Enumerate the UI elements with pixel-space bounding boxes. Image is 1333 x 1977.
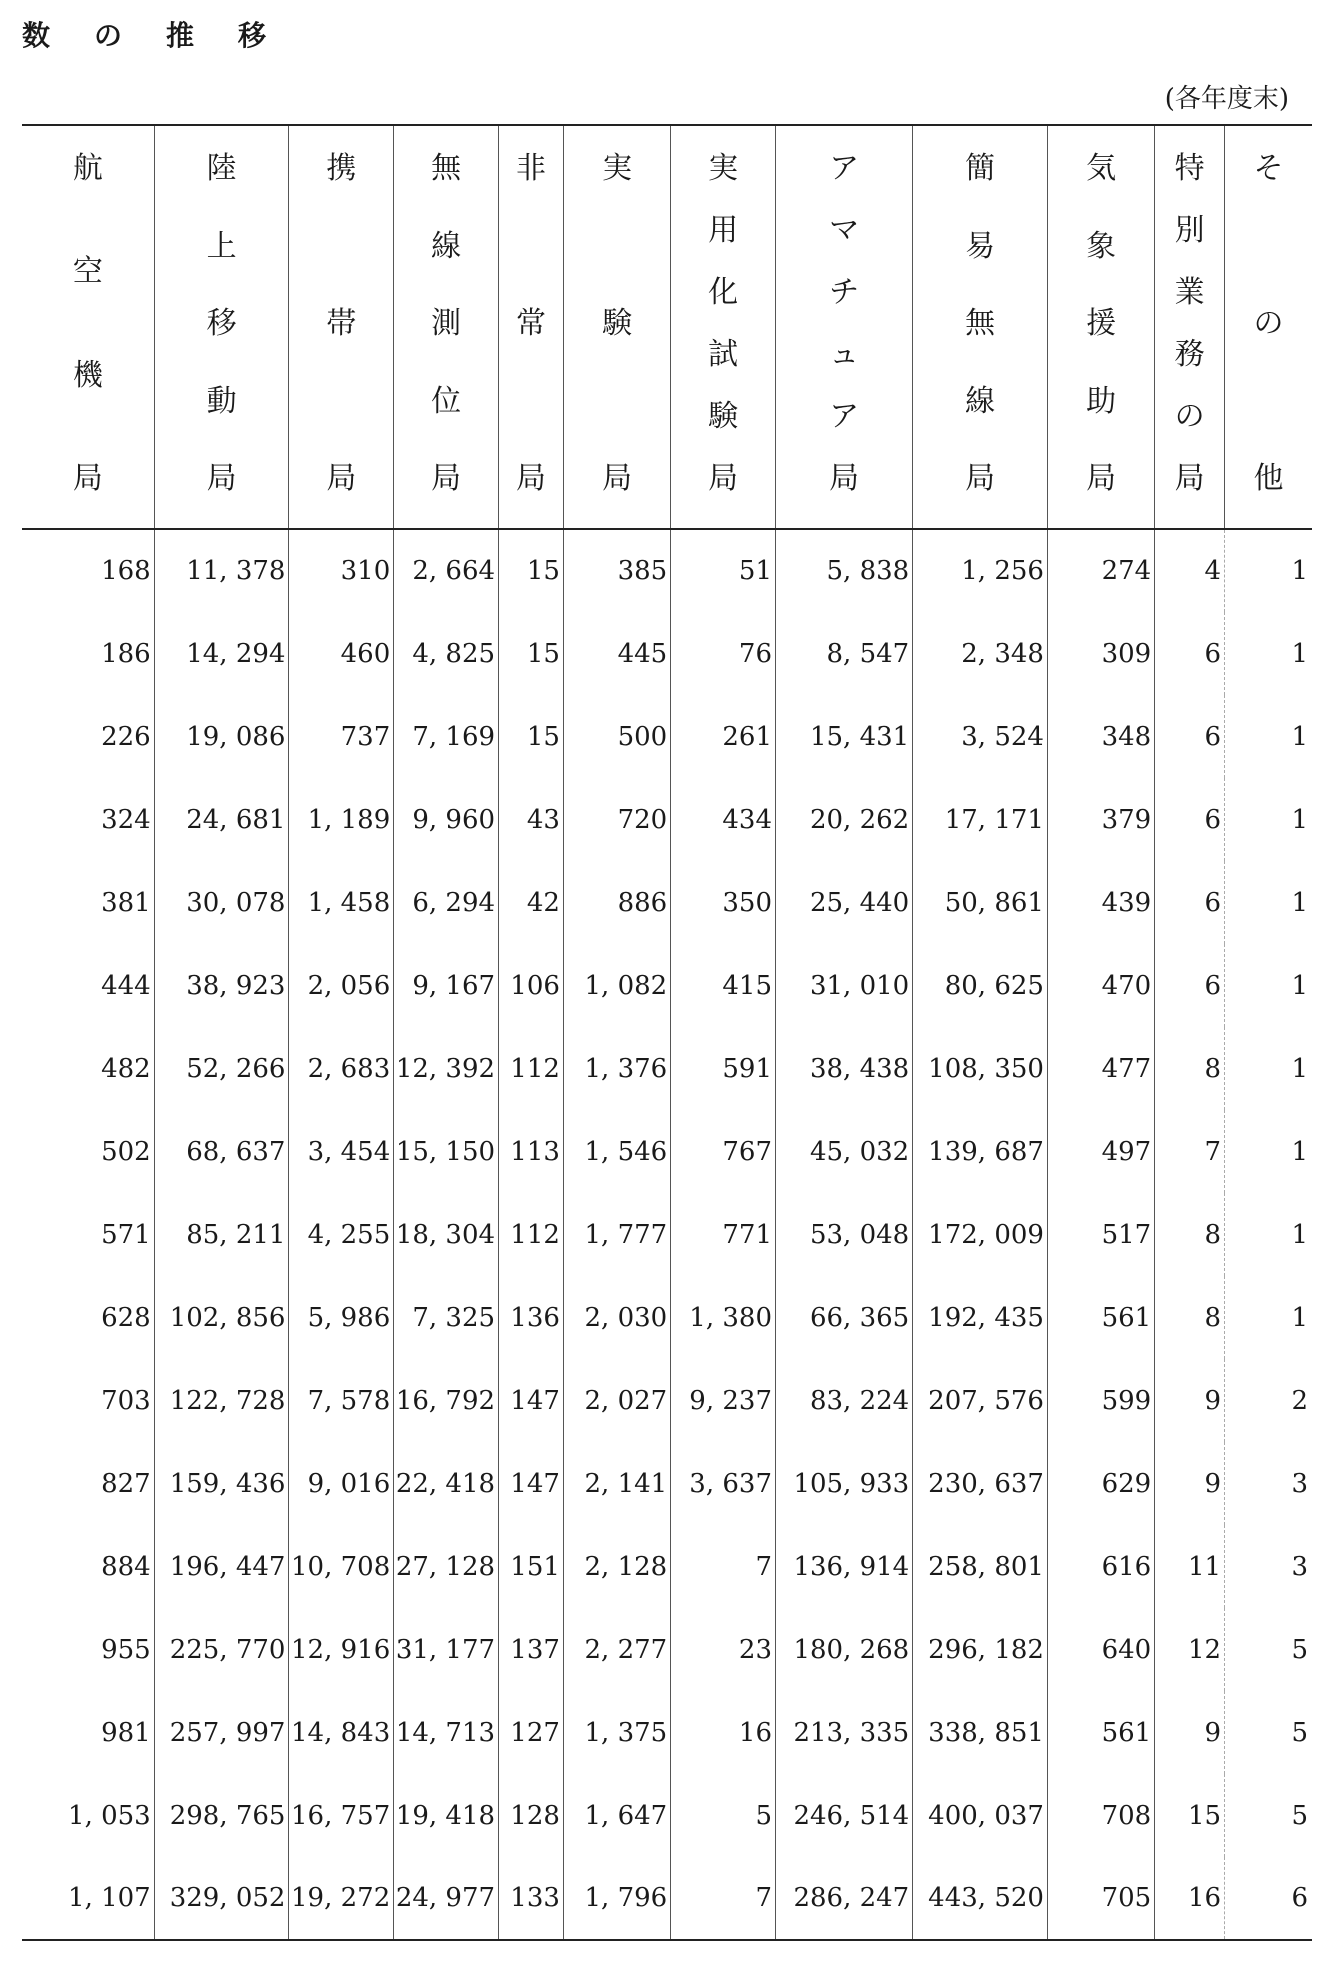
table-cell: 1, 256 <box>913 529 1048 612</box>
col-header-char: 測 <box>431 306 462 341</box>
table-cell: 16, 757 <box>289 1774 394 1857</box>
table-cell: 213, 335 <box>776 1691 913 1774</box>
table-cell: 261 <box>671 695 776 778</box>
table-cell: 16 <box>1155 1857 1225 1940</box>
table-cell: 2, 683 <box>289 1027 394 1110</box>
table-cell: 703 <box>101 1385 151 1416</box>
table-cell: 38, 438 <box>776 1027 913 1110</box>
table-cell: 6, 294 <box>394 861 499 944</box>
table-cell: 24, 977 <box>394 1857 499 1940</box>
table-cell: 1 <box>1225 1027 1312 1110</box>
table-cell: 19, 418 <box>394 1774 499 1857</box>
table-cell: 771 <box>671 1193 776 1276</box>
table-cell: 45, 032 <box>776 1110 913 1193</box>
table-cell: 68, 637 <box>154 1110 289 1193</box>
table-cell: 298, 765 <box>154 1774 289 1857</box>
col-header <box>563 125 670 529</box>
table-cell: 1 <box>1225 529 1312 612</box>
col-header-char: 帯 <box>326 306 357 341</box>
table-cell: 329, 052 <box>154 1857 289 1940</box>
table-cell: 105, 933 <box>776 1442 913 1525</box>
table-cell: 1, 777 <box>563 1193 670 1276</box>
table-cell: 616 <box>1047 1525 1154 1608</box>
table-cell: 9 <box>1155 1691 1225 1774</box>
table-cell: 12, 392 <box>394 1027 499 1110</box>
table-cell: 12 <box>1155 1608 1225 1691</box>
col-header <box>154 125 289 529</box>
table-cell: 2, 348 <box>913 612 1048 695</box>
page-title: 数の推移 <box>22 19 311 52</box>
table-cell: 3 <box>1225 1442 1312 1525</box>
col-header-char: 線 <box>431 228 462 264</box>
table-cell: 1, 375 <box>563 1691 670 1774</box>
table-cell: 1 <box>1225 612 1312 695</box>
col-header-char: そ <box>1253 151 1284 186</box>
table-cell: 8 <box>1155 1193 1225 1276</box>
table-cell: 9 <box>1155 1442 1225 1525</box>
table-cell: 827 <box>101 1468 151 1499</box>
table-cell: 43 <box>499 778 564 861</box>
col-header-char: 験 <box>602 306 633 341</box>
table-cell: 180, 268 <box>776 1608 913 1691</box>
table-cell: 5, 838 <box>776 529 913 612</box>
table-cell: 324 <box>101 804 151 835</box>
table-cell: 884 <box>101 1551 151 1582</box>
table-cell: 310 <box>289 529 394 612</box>
table-cell: 1 <box>1225 695 1312 778</box>
table-cell: 309 <box>1047 612 1154 695</box>
table-cell: 257, 997 <box>154 1691 289 1774</box>
table-cell: 443, 520 <box>913 1857 1048 1940</box>
table-cell: 76 <box>671 612 776 695</box>
table-cell: 50, 861 <box>913 861 1048 944</box>
table-cell: 53, 048 <box>776 1193 913 1276</box>
table-cell: 66, 365 <box>776 1276 913 1359</box>
table-cell: 8 <box>1155 1276 1225 1359</box>
table-cell: 3, 637 <box>671 1442 776 1525</box>
table-cell: 274 <box>1047 529 1154 612</box>
table-cell: 5, 986 <box>289 1276 394 1359</box>
table-row <box>22 1027 1312 1110</box>
table-cell: 955 <box>101 1634 151 1665</box>
col-header <box>1155 125 1225 529</box>
table-cell: 230, 637 <box>913 1442 1048 1525</box>
table-cell: 16, 792 <box>394 1359 499 1442</box>
table-cell: 20, 262 <box>776 778 913 861</box>
table-cell: 477 <box>1047 1027 1154 1110</box>
table-cell: 258, 801 <box>913 1525 1048 1608</box>
table-row <box>22 1857 1312 1940</box>
col-header-char: 試 <box>708 337 739 372</box>
table-cell: 147 <box>499 1442 564 1525</box>
table-cell: 350 <box>671 861 776 944</box>
table-cell: 10, 708 <box>289 1525 394 1608</box>
table-cell: 385 <box>563 529 670 612</box>
col-header-char: 局 <box>515 461 546 496</box>
table-cell: 9, 960 <box>394 778 499 861</box>
table-cell: 2 <box>1225 1359 1312 1442</box>
table-row <box>22 778 1312 861</box>
table-cell: 17, 171 <box>913 778 1048 861</box>
table-cell: 9, 167 <box>394 944 499 1027</box>
col-header <box>776 125 913 529</box>
table-cell: 136, 914 <box>776 1525 913 1608</box>
table-cell: 444 <box>101 970 151 1001</box>
table-cell: 83, 224 <box>776 1359 913 1442</box>
table-cell: 225, 770 <box>154 1608 289 1691</box>
table-cell: 113 <box>499 1110 564 1193</box>
table-cell: 7 <box>671 1525 776 1608</box>
table-cell: 1 <box>1225 1276 1312 1359</box>
table-row <box>22 1110 1312 1193</box>
table-row <box>22 612 1312 695</box>
table-cell: 6 <box>1155 944 1225 1027</box>
table-cell: 4, 825 <box>394 612 499 695</box>
table-cell: 186 <box>101 638 151 669</box>
table-cell: 445 <box>563 612 670 695</box>
col-header-char: 助 <box>1086 383 1117 419</box>
table-cell: 15, 431 <box>776 695 913 778</box>
table-cell: 2, 027 <box>563 1359 670 1442</box>
table-cell: 14, 294 <box>154 612 289 695</box>
col-header-char: ュ <box>829 337 860 372</box>
table-cell: 137 <box>499 1608 564 1691</box>
table-cell: 85, 211 <box>154 1193 289 1276</box>
table-cell: 4 <box>1155 529 1225 612</box>
table-cell: 379 <box>1047 778 1154 861</box>
table-row <box>22 1608 1312 1691</box>
col-header-char: 常 <box>515 306 546 341</box>
col-header-char: 用 <box>708 213 739 248</box>
table-cell: 1, 647 <box>563 1774 670 1857</box>
table-cell: 196, 447 <box>154 1525 289 1608</box>
col-header-char: マ <box>829 213 860 248</box>
table-cell: 6 <box>1155 861 1225 944</box>
table-cell: 108, 350 <box>913 1027 1048 1110</box>
col-header-char: 簡 <box>965 151 996 186</box>
table-cell: 133 <box>499 1857 564 1940</box>
col-header-char: 局 <box>326 461 357 496</box>
table-cell: 19, 086 <box>154 695 289 778</box>
table-cell: 12, 916 <box>289 1608 394 1691</box>
table-cell: 1, 082 <box>563 944 670 1027</box>
table-cell: 112 <box>499 1027 564 1110</box>
table-cell: 640 <box>1047 1608 1154 1691</box>
table-row <box>22 944 1312 1027</box>
table-cell: 6 <box>1155 612 1225 695</box>
table-cell: 147 <box>499 1359 564 1442</box>
table-cell: 1 <box>1225 1110 1312 1193</box>
table-cell: 338, 851 <box>913 1691 1048 1774</box>
table-row <box>22 695 1312 778</box>
col-header-char: 局 <box>602 461 633 496</box>
table-cell: 561 <box>1047 1276 1154 1359</box>
col-header <box>394 125 499 529</box>
table-cell: 128 <box>499 1774 564 1857</box>
col-header-char: 局 <box>829 461 860 496</box>
table-cell: 7, 169 <box>394 695 499 778</box>
table-cell: 11, 378 <box>154 529 289 612</box>
table-cell: 767 <box>671 1110 776 1193</box>
table-cell: 286, 247 <box>776 1857 913 1940</box>
table-cell: 80, 625 <box>913 944 1048 1027</box>
table-cell: 102, 856 <box>154 1276 289 1359</box>
table-cell: 500 <box>563 695 670 778</box>
table-cell: 460 <box>289 612 394 695</box>
table-cell: 2, 664 <box>394 529 499 612</box>
table-cell: 112 <box>499 1193 564 1276</box>
table-cell: 1 <box>1225 944 1312 1027</box>
table-cell: 517 <box>1047 1193 1154 1276</box>
col-header-char: 携 <box>326 151 357 186</box>
table-cell: 1, 380 <box>671 1276 776 1359</box>
table-cell: 981 <box>101 1717 151 1748</box>
table-row <box>22 1774 1312 1857</box>
table-cell: 9 <box>1155 1359 1225 1442</box>
col-header-char: 局 <box>965 461 996 496</box>
table-cell: 1, 376 <box>563 1027 670 1110</box>
table-cell: 30, 078 <box>154 861 289 944</box>
table-cell: 2, 277 <box>563 1608 670 1691</box>
table-cell: 2, 141 <box>563 1442 670 1525</box>
table-cell: 27, 128 <box>394 1525 499 1608</box>
table-cell: 14, 713 <box>394 1691 499 1774</box>
col-header-char: 機 <box>72 357 103 393</box>
col-header <box>499 125 564 529</box>
table-cell: 151 <box>499 1525 564 1608</box>
table-cell: 439 <box>1047 861 1154 944</box>
table-cell: 482 <box>101 1053 151 1084</box>
col-header-char: 気 <box>1086 151 1117 186</box>
col-header-char: 易 <box>965 228 996 264</box>
table-cell: 139, 687 <box>913 1110 1048 1193</box>
table-cell: 561 <box>1047 1691 1154 1774</box>
table-cell: 159, 436 <box>154 1442 289 1525</box>
col-header-char: の <box>1174 399 1205 434</box>
col-header-char: 象 <box>1086 228 1117 264</box>
table-cell: 4, 255 <box>289 1193 394 1276</box>
table-cell: 3, 454 <box>289 1110 394 1193</box>
col-header-char: ア <box>829 399 860 434</box>
table-cell: 127 <box>499 1691 564 1774</box>
col-header-char: 援 <box>1086 306 1117 341</box>
table-cell: 434 <box>671 778 776 861</box>
table-cell: 571 <box>101 1219 151 1250</box>
table-cell: 1 <box>1225 861 1312 944</box>
table-cell: 9, 237 <box>671 1359 776 1442</box>
table-cell: 7, 325 <box>394 1276 499 1359</box>
col-header-char: 局 <box>206 461 237 496</box>
table-row <box>22 1442 1312 1525</box>
col-header <box>1225 125 1312 529</box>
table-row <box>22 861 1312 944</box>
table-cell: 106 <box>499 944 564 1027</box>
table-cell: 1, 796 <box>563 1857 670 1940</box>
table-cell: 8, 547 <box>776 612 913 695</box>
table-cell: 31, 177 <box>394 1608 499 1691</box>
col-header-char: 動 <box>206 383 237 419</box>
table-row <box>22 1691 1312 1774</box>
table-cell: 5 <box>1225 1774 1312 1857</box>
col-header-char: 局 <box>708 461 739 496</box>
col-header-char: ア <box>829 151 860 186</box>
col-header-char: 線 <box>965 383 996 419</box>
table-row <box>22 1525 1312 1608</box>
table-cell: 11 <box>1155 1525 1225 1608</box>
col-header-char: 験 <box>708 399 739 434</box>
station-count-table <box>22 124 1312 1941</box>
table-cell: 400, 037 <box>913 1774 1048 1857</box>
table-cell: 591 <box>671 1027 776 1110</box>
col-header <box>913 125 1048 529</box>
table-cell: 42 <box>499 861 564 944</box>
table-row <box>22 529 1312 612</box>
col-header-char: 非 <box>515 151 546 186</box>
table-cell: 708 <box>1047 1774 1154 1857</box>
table-cell: 381 <box>101 887 151 918</box>
table-cell: 705 <box>1047 1857 1154 1940</box>
table-cell: 122, 728 <box>154 1359 289 1442</box>
table-row <box>22 1193 1312 1276</box>
table-cell: 192, 435 <box>913 1276 1048 1359</box>
col-header <box>22 125 154 529</box>
table-cell: 168 <box>101 556 151 586</box>
table-cell: 1 <box>1225 778 1312 861</box>
col-header-char: 局 <box>1086 461 1117 496</box>
table-cell: 1, 458 <box>289 861 394 944</box>
table-cell: 9, 016 <box>289 1442 394 1525</box>
col-header-char: 航 <box>72 151 103 186</box>
table-header-row <box>22 125 1312 529</box>
table-cell: 18, 304 <box>394 1193 499 1276</box>
table-cell: 52, 266 <box>154 1027 289 1110</box>
table-cell: 3 <box>1225 1525 1312 1608</box>
table-cell: 470 <box>1047 944 1154 1027</box>
table-cell: 6 <box>1155 695 1225 778</box>
table-cell: 5 <box>1225 1608 1312 1691</box>
table-cell: 31, 010 <box>776 944 913 1027</box>
table-cell: 14, 843 <box>289 1691 394 1774</box>
table-cell: 1 <box>1225 1193 1312 1276</box>
table-cell: 5 <box>671 1774 776 1857</box>
col-header-char: 局 <box>1174 461 1205 496</box>
table-cell: 25, 440 <box>776 861 913 944</box>
table-cell: 1, 053 <box>68 1800 151 1831</box>
col-header-char: 陸 <box>206 151 237 186</box>
col-header-char: 実 <box>708 151 739 186</box>
table-cell: 6 <box>1225 1857 1312 1940</box>
table-cell: 226 <box>101 721 151 752</box>
table-cell: 629 <box>1047 1442 1154 1525</box>
table-cell: 628 <box>101 1302 151 1333</box>
col-header-char: 実 <box>602 151 633 186</box>
table-cell: 172, 009 <box>913 1193 1048 1276</box>
table-cell: 15, 150 <box>394 1110 499 1193</box>
col-header-char: 化 <box>708 275 739 310</box>
table-cell: 737 <box>289 695 394 778</box>
col-header-char: 局 <box>72 460 103 496</box>
col-header <box>289 125 394 529</box>
table-cell: 7 <box>671 1857 776 1940</box>
table-cell: 2, 056 <box>289 944 394 1027</box>
col-header-char: 位 <box>431 383 462 419</box>
table-cell: 8 <box>1155 1027 1225 1110</box>
table-cell: 23 <box>671 1608 776 1691</box>
col-header-char: 無 <box>431 151 462 186</box>
col-header-char: 業 <box>1174 275 1205 310</box>
table-cell: 6 <box>1155 778 1225 861</box>
col-header-char: チ <box>829 275 860 310</box>
table-cell: 15 <box>499 529 564 612</box>
table-row <box>22 1359 1312 1442</box>
table-row <box>22 1276 1312 1359</box>
table-cell: 886 <box>563 861 670 944</box>
table-cell: 207, 576 <box>913 1359 1048 1442</box>
table-cell: 3, 524 <box>913 695 1048 778</box>
col-header-char: 特 <box>1174 151 1205 186</box>
table-cell: 246, 514 <box>776 1774 913 1857</box>
col-header-char: 空 <box>72 254 103 290</box>
table-cell: 22, 418 <box>394 1442 499 1525</box>
table-cell: 720 <box>563 778 670 861</box>
table-cell: 2, 030 <box>563 1276 670 1359</box>
col-header-char: 他 <box>1253 461 1284 496</box>
col-header-char: 上 <box>206 228 237 264</box>
table-cell: 19, 272 <box>289 1857 394 1940</box>
table-cell: 24, 681 <box>154 778 289 861</box>
table-cell: 296, 182 <box>913 1608 1048 1691</box>
table-cell: 497 <box>1047 1110 1154 1193</box>
col-header <box>671 125 776 529</box>
table-cell: 7, 578 <box>289 1359 394 1442</box>
table-cell: 1, 189 <box>289 778 394 861</box>
col-header-char: 無 <box>965 306 996 341</box>
table-cell: 2, 128 <box>563 1525 670 1608</box>
table-cell: 348 <box>1047 695 1154 778</box>
col-header-char: 務 <box>1174 337 1205 372</box>
table-cell: 5 <box>1225 1691 1312 1774</box>
table-cell: 16 <box>671 1691 776 1774</box>
table-cell: 15 <box>1155 1774 1225 1857</box>
col-header-char: 局 <box>431 461 462 496</box>
table-cell: 502 <box>101 1136 151 1167</box>
table-cell: 15 <box>499 695 564 778</box>
table-cell: 1, 107 <box>68 1883 151 1913</box>
table-cell: 136 <box>499 1276 564 1359</box>
col-header-char: 別 <box>1174 213 1205 248</box>
table-cell: 15 <box>499 612 564 695</box>
table-cell: 7 <box>1155 1110 1225 1193</box>
table-cell: 38, 923 <box>154 944 289 1027</box>
table-cell: 599 <box>1047 1359 1154 1442</box>
table-cell: 415 <box>671 944 776 1027</box>
unit-note: (各年度末) <box>1164 84 1289 114</box>
col-header-char: の <box>1253 306 1284 341</box>
col-header-char: 移 <box>206 306 237 341</box>
table-cell: 1, 546 <box>563 1110 670 1193</box>
table-cell: 51 <box>671 529 776 612</box>
col-header <box>1047 125 1154 529</box>
